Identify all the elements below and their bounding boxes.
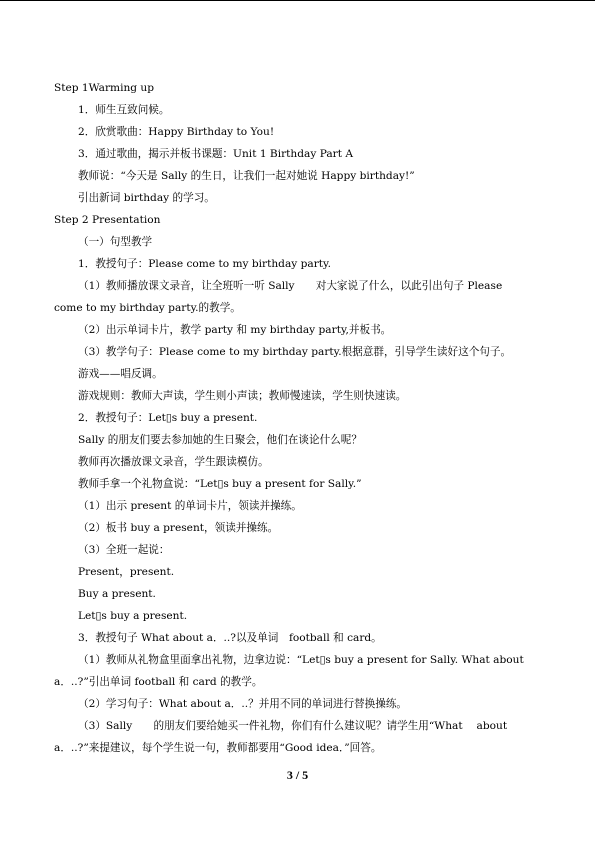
text-line: （3）全班一起说： <box>78 544 170 556</box>
section-heading: （一）句型教学 <box>78 236 153 248</box>
text-line: （1）出示 present 的单词卡片，领读并操练。 <box>78 500 302 512</box>
text-line: 教师说：“今天是 Sally 的生日，让我们一起对她说 Happy birthday!” <box>78 170 415 182</box>
text-line: （1）教师播放课文录音，让全班听一听 Sally 对大家说了什么，以此引出句子 Please <box>78 280 503 292</box>
text-line: （3）Sally 的朋友们要给她买一件礼物，你们有什么建议呢？请学生用“What about <box>78 720 508 732</box>
text-line: （3）教学句子：Please come to my birthday party.根据意群，引导学生读好这个句子。 <box>78 346 512 358</box>
text-line: 3．教授句子 What about a．..?以及单词 football 和 card。 <box>78 632 382 644</box>
text-line: Present，present. <box>78 566 175 578</box>
text-line: Buy a present. <box>78 588 156 600</box>
text-line: 教师再次播放课文录音，学生跟读模仿。 <box>78 456 269 468</box>
step1-heading: Step 1Warming up <box>54 82 155 94</box>
text-line: 2．欣赏歌曲：Happy Birthday to You! <box>78 126 275 138</box>
text-line: Let▯s buy a present. <box>78 610 188 622</box>
text-line: 2．教授句子：Let▯s buy a present. <box>78 412 258 424</box>
text-line: 游戏——唱反调。 <box>78 368 163 380</box>
text-line: 1．师生互致问候。 <box>78 104 170 116</box>
text-line: a．..?”引出单词 football 和 card 的教学。 <box>54 676 263 688</box>
text-line: 游戏规则：教师大声读，学生则小声读；教师慢速读，学生则快速读。 <box>78 390 407 402</box>
text-line: Sally 的朋友们要去参加她的生日聚会，他们在谈论什么呢？ <box>78 434 362 446</box>
step2-heading: Step 2 Presentation <box>54 214 161 226</box>
text-line: a．..?”来提建议，每个学生说一句，教师都要用“Good idea．”回答。 <box>54 742 382 754</box>
text-line: 引出新词 birthday 的学习。 <box>78 192 215 204</box>
page-number: 3 / 5 <box>286 768 309 782</box>
text-line: come to my birthday party.的教学。 <box>54 302 241 314</box>
text-line: 3．通过歌曲，揭示并板书课题：Unit 1 Birthday Part A <box>78 148 353 160</box>
text-line: 教师手拿一个礼物盒说：“Let▯s buy a present for Sally.” <box>78 478 362 490</box>
text-line: 1．教授句子：Please come to my birthday party. <box>78 258 331 270</box>
text-line: （2）板书 buy a present，领读并操练。 <box>78 522 279 534</box>
text-line: （2）出示单词卡片，教学 party 和 my birthday party,并板书。 <box>78 324 392 336</box>
text-line: （2）学习句子：What about a．..？并用不同的单词进行替换操练。 <box>78 698 408 710</box>
text-line: （1）教师从礼物盒里面拿出礼物，边拿边说：“Let▯s buy a present for Sally. What about <box>78 654 524 666</box>
